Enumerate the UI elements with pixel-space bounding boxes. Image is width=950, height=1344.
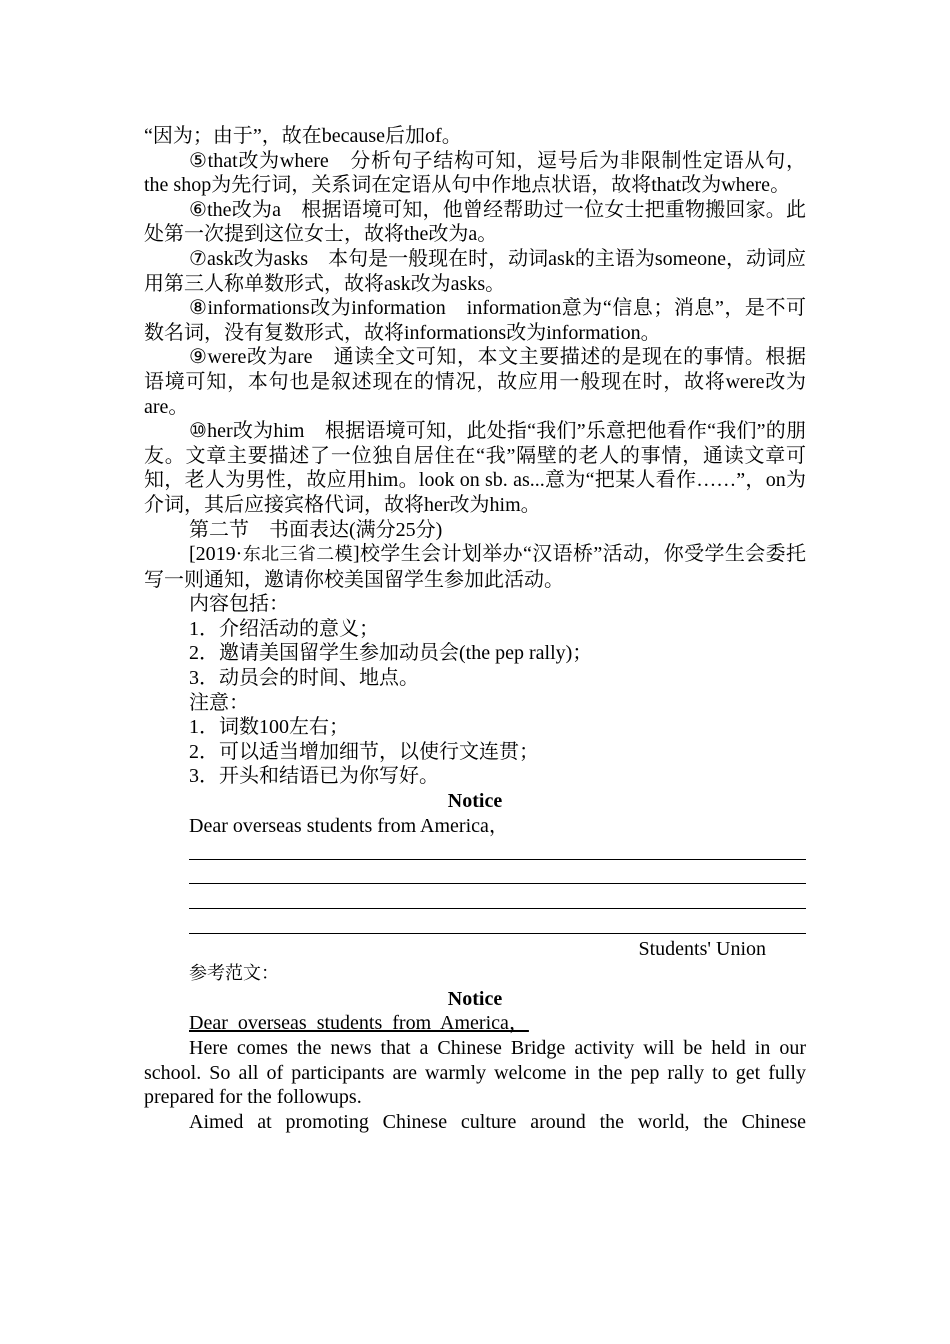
answer-line[interactable] <box>189 860 806 885</box>
explanation-item-7: ⑦ask改为asks 本句是一般现在时，动词ask的主语为someone，动词应用第三人称单数形式，故将ask改为asks。 <box>144 247 806 295</box>
notes-item: 1．词数100左右； <box>189 716 349 739</box>
notes-item: 3．开头和结语已为你写好。 <box>189 765 439 788</box>
document-page <box>144 124 806 1134</box>
explanation-item-10: ⑩her改为him 根据语境可知，此处指“我们”乐意把他看作“我们”的朋友。文章主要描述了一位独自居住在“我”隔壁的老人的事情，通读文章可知，老人为男性，故应用him。look on sb. as...意为“把某人看作……”，on为介词，其后应接宾格代词，故将her改为him。 <box>144 420 806 516</box>
notice-title: Notice <box>447 790 503 813</box>
sample-paragraph-2: Aimed at promoting Chinese culture around the world, the Chinese <box>189 1110 806 1133</box>
sample-title: Notice <box>447 987 503 1010</box>
sample-salutation <box>144 1011 806 1036</box>
answer-line[interactable] <box>189 884 806 909</box>
source-name: 东北三省二模 <box>242 544 353 566</box>
explanation-item-5: ⑤that改为where 分析句子结构可知，逗号后为非限制性定语从句，the shop为先行词，关系词在定语从句中作地点状语，故将that改为where。 <box>144 149 806 197</box>
content-label: 内容包括： <box>189 593 289 616</box>
notes-label: 注意： <box>189 691 249 714</box>
content-item: 1．介绍活动的意义； <box>189 617 379 640</box>
prompt-text: ]校学生会计划举办“汉语桥”活动，你受学生会委托写一则通知，邀请你校美国留学生参加此活动。 <box>144 543 806 591</box>
writing-prompt <box>144 542 806 592</box>
sample-label <box>144 961 806 987</box>
sample-salutation-text: Dear overseas students from America， <box>189 1012 529 1035</box>
notes-item: 2．可以适当增加细节，以使行文连贯； <box>189 740 539 763</box>
notice-signature: Students' Union <box>638 937 766 960</box>
answer-line[interactable] <box>189 909 806 934</box>
answer-line[interactable] <box>189 835 806 860</box>
explanation-item-6: ⑥the改为a 根据语境可知，他曾经帮助过一位女士把重物搬回家。此处第一次提到这位女士，故将the改为a。 <box>144 198 806 246</box>
explanation-item-9: ⑨were改为are 通读全文可知，本文主要描述的是现在的事情。根据语境可知，本句也是叙述现在的情况，故应用一般现在时，故将were改为are。 <box>144 346 806 418</box>
sample-label-text: 参考范文： <box>189 963 279 985</box>
explanation-continuation: “因为；由于”，故在because后加of。 <box>144 125 462 147</box>
content-item: 2．邀请美国留学生参加动员会(the pep rally)； <box>189 642 593 665</box>
sample-paragraph-1: Here comes the news that a Chinese Bridge activity will be held in our school. So all of participants are warmly welcome in the pep rally to get fully prepared for the followups. <box>144 1036 806 1109</box>
content-item: 3．动员会的时间、地点。 <box>189 667 419 690</box>
notice-salutation: Dear overseas students from America， <box>189 814 509 837</box>
explanation-item-8: ⑧informations改为information information意为“信息；消息”，是不可数名词，没有复数形式，故将informations改为information。 <box>144 297 806 344</box>
section-heading: 第二节 书面表达(满分25分) <box>189 518 443 541</box>
source-open: [2019· <box>189 543 243 566</box>
